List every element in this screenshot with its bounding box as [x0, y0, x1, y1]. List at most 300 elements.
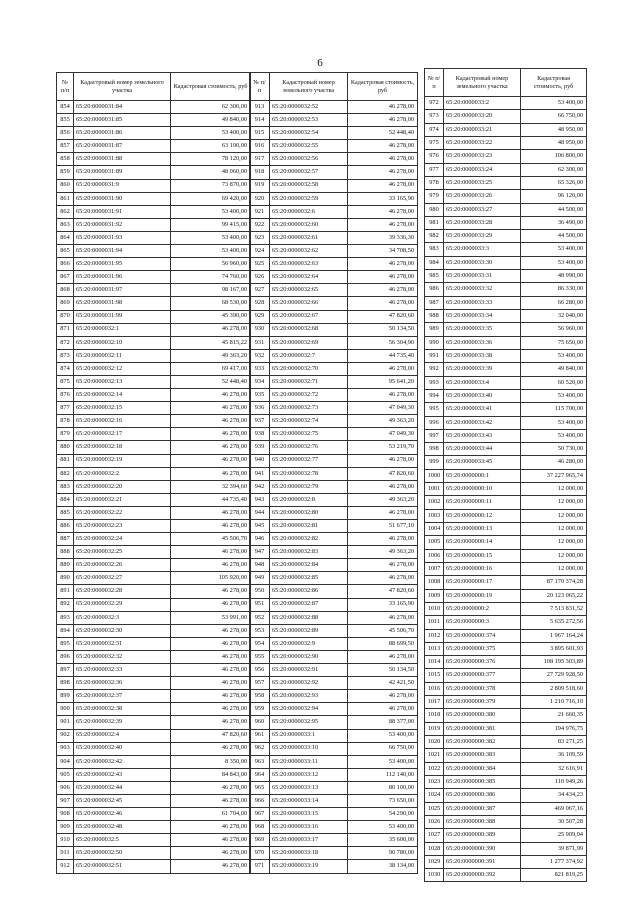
- table-row: [57, 467, 251, 480]
- cadastral-value: 108 195 303,89: [521, 656, 587, 669]
- cadastral-value: 53 400,00: [521, 97, 587, 110]
- row-number: 911: [57, 847, 74, 860]
- row-number: 1025: [425, 802, 444, 815]
- cadastral-number: 65:20:0000033:21: [444, 123, 521, 136]
- table-row: [250, 166, 418, 179]
- row-number: 872: [57, 336, 74, 349]
- cadastral-number: 65:20:0000032:69: [270, 336, 348, 349]
- cadastral-value: 27 729 928,50: [521, 669, 587, 682]
- cadastral-number: 65:20:0000032:46: [74, 808, 171, 821]
- row-number: 994: [425, 389, 444, 402]
- cadastral-value: 46 278,00: [171, 794, 251, 807]
- table-row: [250, 218, 418, 231]
- cadastral-number: 65:20:0000032:86: [270, 585, 348, 598]
- row-number: 893: [57, 611, 74, 624]
- cadastral-value: 44 735,40: [171, 493, 251, 506]
- table-row: [250, 192, 418, 205]
- cadastral-value: 46 278,00: [171, 703, 251, 716]
- row-number: 906: [57, 781, 74, 794]
- row-number: 914: [250, 114, 270, 127]
- table-row: [57, 362, 251, 375]
- row-number: 919: [250, 179, 270, 192]
- cadastral-number: 65:20:0000031:90: [74, 192, 171, 205]
- row-number: 953: [250, 624, 270, 637]
- header-cadastral-number: Кадастровый номер земельного участка: [444, 69, 521, 97]
- table-row: [57, 768, 251, 781]
- cadastral-number: 65:20:0000033:33: [444, 296, 521, 309]
- cadastral-number: 65:20:0000031:89: [74, 166, 171, 179]
- cadastral-value: 32 616,91: [521, 762, 587, 775]
- cadastral-number: 65:20:0000032:57: [270, 166, 348, 179]
- row-number: 920: [250, 192, 270, 205]
- cadastral-value: 95 641,20: [348, 375, 418, 388]
- cadastral-value: 48 950,00: [521, 136, 587, 149]
- cadastral-value: 46 278,00: [171, 467, 251, 480]
- cadastral-value: 46 278,00: [171, 650, 251, 663]
- table-row: [250, 768, 418, 781]
- row-number: 1018: [425, 709, 444, 722]
- row-number: 913: [250, 101, 270, 114]
- cadastral-value: 194 976,75: [521, 722, 587, 735]
- row-number: 983: [425, 243, 444, 256]
- table-row: [250, 860, 418, 873]
- row-number: 910: [57, 834, 74, 847]
- row-number: 868: [57, 284, 74, 297]
- cadastral-value: 36 109,59: [521, 749, 587, 762]
- cadastral-value: 53 400,00: [171, 231, 251, 244]
- cadastral-value: 2 809 518,60: [521, 682, 587, 695]
- cadastral-number: 65:20:0000032:31: [74, 637, 171, 650]
- table-row: [57, 336, 251, 349]
- row-number: 875: [57, 375, 74, 388]
- row-number: 1000: [425, 469, 444, 482]
- cadastral-value: 62 300,00: [521, 163, 587, 176]
- cadastral-value: 73 650,00: [348, 794, 418, 807]
- table-row: [57, 860, 251, 873]
- table-row: [425, 456, 587, 469]
- cadastral-value: 46 278,00: [171, 598, 251, 611]
- table-row: [425, 136, 587, 149]
- row-number: 960: [250, 716, 270, 729]
- row-number: 948: [250, 559, 270, 572]
- table-row: [250, 271, 418, 284]
- cadastral-number: 65:20:0000032:53: [270, 114, 348, 127]
- table-row: [425, 589, 587, 602]
- cadastral-number: 65:20:0000031:94: [74, 245, 171, 258]
- cadastral-value: 47 049,30: [348, 402, 418, 415]
- row-number: 1012: [425, 629, 444, 642]
- row-number: 988: [425, 310, 444, 323]
- row-number: 930: [250, 323, 270, 336]
- table-row: [425, 310, 587, 323]
- cadastral-number: 65:20:0000031:85: [74, 114, 171, 127]
- cadastral-number: 65:20:0000031:86: [74, 127, 171, 140]
- cadastral-number: 65:20:0000032:62: [270, 245, 348, 258]
- row-number: 986: [425, 283, 444, 296]
- row-number: 1005: [425, 536, 444, 549]
- row-number: 1007: [425, 562, 444, 575]
- cadastral-value: 1 277 374,92: [521, 855, 587, 868]
- table-row: [250, 480, 418, 493]
- cadastral-value: 46 278,00: [348, 284, 418, 297]
- cadastral-number: 65:20:0000032:73: [270, 402, 348, 415]
- table-row: [250, 245, 418, 258]
- cadastral-value: 98 167,00: [171, 284, 251, 297]
- cadastral-number: 65:20:0000032:89: [270, 624, 348, 637]
- table-row: [425, 296, 587, 309]
- table-row: [57, 664, 251, 677]
- table-row: [425, 775, 587, 788]
- row-number: 996: [425, 416, 444, 429]
- row-number: 862: [57, 205, 74, 218]
- cadastral-value: 5 635 272,56: [521, 616, 587, 629]
- row-number: 1013: [425, 642, 444, 655]
- row-number: 962: [250, 742, 270, 755]
- table-row: [425, 363, 587, 376]
- cadastral-value: 46 278,00: [348, 650, 418, 663]
- row-number: 984: [425, 256, 444, 269]
- table-row: [425, 283, 587, 296]
- table-row: [250, 729, 418, 742]
- table-row: [425, 629, 587, 642]
- table-row: [425, 696, 587, 709]
- table-row: [57, 349, 251, 362]
- table-row: [250, 834, 418, 847]
- table-row: [250, 742, 418, 755]
- row-number: 968: [250, 821, 270, 834]
- table-row: [250, 114, 418, 127]
- table-row: [57, 546, 251, 559]
- table-row: [250, 375, 418, 388]
- cadastral-number: 65:20:0000031:92: [74, 218, 171, 231]
- row-number: 869: [57, 297, 74, 310]
- cadastral-number: 65:20:0000032:11: [74, 349, 171, 362]
- cadastral-value: 46 278,00: [171, 781, 251, 794]
- table-row: [250, 297, 418, 310]
- table-row: [250, 520, 418, 533]
- cadastral-value: 46 278,00: [348, 166, 418, 179]
- table-row: [250, 428, 418, 441]
- row-number: 947: [250, 546, 270, 559]
- table-row: [57, 310, 251, 323]
- table-row: [57, 742, 251, 755]
- cadastral-number: 65:20:0000000:387: [444, 802, 521, 815]
- cadastral-number: 65:20:0000032:59: [270, 192, 348, 205]
- table-row: [250, 781, 418, 794]
- table-row: [425, 230, 587, 243]
- cadastral-number: 65:20:0000032:52: [270, 101, 348, 114]
- cadastral-value: 56 304,90: [348, 336, 418, 349]
- cadastral-number: 65:20:0000032:29: [74, 598, 171, 611]
- cadastral-number: 65:20:0000032:2: [74, 467, 171, 480]
- header-cadastral-number: Кадастровый номер земельного участка: [270, 73, 348, 101]
- row-number: 966: [250, 794, 270, 807]
- cadastral-value: 469 067,16: [521, 802, 587, 815]
- cadastral-value: 46 278,00: [348, 690, 418, 703]
- cadastral-number: 65:20:0000000:388: [444, 815, 521, 828]
- cadastral-value: 7 513 831,52: [521, 602, 587, 615]
- row-number: 861: [57, 192, 74, 205]
- table-row: [250, 389, 418, 402]
- row-number: 959: [250, 703, 270, 716]
- cadastral-value: 46 278,00: [348, 559, 418, 572]
- table-row: [57, 258, 251, 271]
- table-row: [425, 815, 587, 828]
- cadastral-number: 65:20:0000033:16: [270, 821, 348, 834]
- row-number: 876: [57, 389, 74, 402]
- cadastral-number: 65:20:0000033:2: [444, 97, 521, 110]
- cadastral-number: 65:20:0000032:61: [270, 231, 348, 244]
- cadastral-value: 99 415,00: [171, 218, 251, 231]
- cadastral-value: 75 650,00: [521, 336, 587, 349]
- row-number: 950: [250, 585, 270, 598]
- row-number: 998: [425, 443, 444, 456]
- cadastral-value: 46 278,00: [171, 847, 251, 860]
- cadastral-value: 46 278,00: [171, 637, 251, 650]
- row-number: 881: [57, 454, 74, 467]
- cadastral-value: 34 434,23: [521, 789, 587, 802]
- cadastral-value: 46 280,00: [521, 456, 587, 469]
- row-number: 887: [57, 533, 74, 546]
- header-cadastral-value: Кадастровая стоимость, руб: [521, 69, 587, 97]
- cadastral-number: 65:20:0000000:13: [444, 523, 521, 536]
- table-row: [57, 794, 251, 807]
- row-number: 1004: [425, 523, 444, 536]
- row-number: 1008: [425, 576, 444, 589]
- row-number: 954: [250, 637, 270, 650]
- cadastral-value: 37 227 965,74: [521, 469, 587, 482]
- row-number: 902: [57, 729, 74, 742]
- table-row: [250, 402, 418, 415]
- cadastral-number: 65:20:0000000:1: [444, 469, 521, 482]
- cadastral-value: 46 278,00: [348, 101, 418, 114]
- row-number: 895: [57, 637, 74, 650]
- cadastral-number: 65:20:0000032:81: [270, 520, 348, 533]
- table-row: [425, 416, 587, 429]
- table-row: [425, 536, 587, 549]
- row-number: 888: [57, 546, 74, 559]
- row-number: 886: [57, 520, 74, 533]
- table-row: [250, 611, 418, 624]
- cadastral-number: 65:20:0000032:82: [270, 533, 348, 546]
- table-row: [57, 650, 251, 663]
- cadastral-value: 46 278,00: [171, 546, 251, 559]
- row-number: 942: [250, 480, 270, 493]
- cadastral-value: 1 967 164,24: [521, 629, 587, 642]
- cadastral-value: 53 400,00: [521, 349, 587, 362]
- cadastral-number: 65:20:0000032:79: [270, 480, 348, 493]
- cadastral-value: 46 278,00: [171, 415, 251, 428]
- cadastral-value: 46 278,00: [171, 677, 251, 690]
- row-number: 976: [425, 150, 444, 163]
- row-number: 1023: [425, 775, 444, 788]
- row-number: 854: [57, 101, 74, 114]
- cadastral-number: 65:20:0000000:19: [444, 589, 521, 602]
- cadastral-number: 65:20:0000032:36: [74, 677, 171, 690]
- cadastral-value: 87 170 374,28: [521, 576, 587, 589]
- row-number: 990: [425, 336, 444, 349]
- cadastral-value: 53 400,00: [171, 127, 251, 140]
- cadastral-number: 65:20:0000031:96: [74, 271, 171, 284]
- row-number: 951: [250, 598, 270, 611]
- cadastral-number: 65:20:0000032:56: [270, 153, 348, 166]
- cadastral-value: 46 278,00: [171, 323, 251, 336]
- table-row: [250, 362, 418, 375]
- cadastral-number: 65:20:0000032:84: [270, 559, 348, 572]
- table-row: [57, 441, 251, 454]
- row-number: 925: [250, 258, 270, 271]
- cadastral-number: 65:20:0000032:19: [74, 454, 171, 467]
- table-row: [250, 140, 418, 153]
- cadastral-value: 46 278,00: [348, 480, 418, 493]
- row-number: 877: [57, 402, 74, 415]
- cadastral-number: 65:20:0000032:50: [74, 847, 171, 860]
- row-number: 905: [57, 768, 74, 781]
- cadastral-number: 65:20:0000032:30: [74, 624, 171, 637]
- cadastral-number: 65:20:0000032:85: [270, 572, 348, 585]
- row-number: 892: [57, 598, 74, 611]
- cadastral-number: 65:20:0000033:31: [444, 270, 521, 283]
- row-number: 915: [250, 127, 270, 140]
- header-num: № п/п: [57, 73, 74, 101]
- cadastral-number: 65:20:0000031:93: [74, 231, 171, 244]
- cadastral-number: 65:20:0000033:25: [444, 176, 521, 189]
- row-number: 941: [250, 467, 270, 480]
- cadastral-value: 46 278,00: [171, 860, 251, 873]
- cadastral-value: 46 278,00: [348, 271, 418, 284]
- cadastral-number: 65:20:0000032:10: [74, 336, 171, 349]
- row-number: 993: [425, 376, 444, 389]
- cadastral-number: 65:20:0000033:14: [270, 794, 348, 807]
- row-number: 873: [57, 349, 74, 362]
- cadastral-value: 84 843,00: [171, 768, 251, 781]
- cadastral-number: 65:20:0000032:72: [270, 389, 348, 402]
- table-row: [57, 637, 251, 650]
- cadastral-value: 110 949,26: [521, 775, 587, 788]
- cadastral-number: 65:20:0000032:71: [270, 375, 348, 388]
- cadastral-value: 56 960,00: [171, 258, 251, 271]
- table-row: [425, 736, 587, 749]
- cadastral-number: 65:20:0000032:32: [74, 650, 171, 663]
- row-number: 1020: [425, 736, 444, 749]
- cadastral-value: 73 870,00: [171, 179, 251, 192]
- table-row: [57, 821, 251, 834]
- cadastral-value: 68 530,00: [171, 297, 251, 310]
- cadastral-value: 47 820,60: [348, 467, 418, 480]
- row-number: 885: [57, 506, 74, 519]
- cadastral-number: 65:20:0000033:11: [270, 755, 348, 768]
- cadastral-number: 65:20:0000032:38: [74, 703, 171, 716]
- cadastral-number: 65:20:0000032:39: [74, 716, 171, 729]
- row-number: 970: [250, 847, 270, 860]
- table-row: [425, 443, 587, 456]
- table-row: [425, 523, 587, 536]
- cadastral-number: 65:20:0000031:9: [74, 179, 171, 192]
- table-row: [425, 855, 587, 868]
- table-row: [425, 389, 587, 402]
- table-row: [57, 166, 251, 179]
- cadastral-value: 34 708,50: [348, 245, 418, 258]
- table-row: [425, 336, 587, 349]
- table-row: [250, 454, 418, 467]
- table-row: [425, 749, 587, 762]
- cadastral-value: 46 278,00: [348, 140, 418, 153]
- row-number: 891: [57, 585, 74, 598]
- table-row: [425, 722, 587, 735]
- row-number: 974: [425, 123, 444, 136]
- cadastral-value: 12 000,00: [521, 549, 587, 562]
- table-row: [57, 284, 251, 297]
- row-number: 964: [250, 768, 270, 781]
- cadastral-number: 65:20:0000033:18: [270, 847, 348, 860]
- cadastral-number: 65:20:0000032:92: [270, 677, 348, 690]
- table-row: [57, 323, 251, 336]
- cadastral-value: 46 278,00: [171, 690, 251, 703]
- row-number: 866: [57, 258, 74, 271]
- row-number: 977: [425, 163, 444, 176]
- cadastral-number: 65:20:0000000:383: [444, 749, 521, 762]
- table-row: [57, 559, 251, 572]
- row-number: 921: [250, 205, 270, 218]
- cadastral-value: 46 278,00: [348, 297, 418, 310]
- row-number: 1028: [425, 842, 444, 855]
- cadastral-value: 44 735,40: [348, 349, 418, 362]
- cadastral-value: 69 417,00: [171, 362, 251, 375]
- table-row: [250, 153, 418, 166]
- header-cadastral-value: Кадастровая стоимость, руб: [171, 73, 251, 101]
- cadastral-value: 42 421,50: [348, 677, 418, 690]
- table-row: [250, 284, 418, 297]
- row-number: 995: [425, 403, 444, 416]
- cadastral-value: 86 330,00: [521, 283, 587, 296]
- cadastral-number: 65:20:0000032:6: [270, 205, 348, 218]
- table-row: [250, 546, 418, 559]
- cadastral-number: 65:20:0000032:66: [270, 297, 348, 310]
- cadastral-value: 46 278,00: [171, 585, 251, 598]
- cadastral-value: 33 165,90: [348, 598, 418, 611]
- table-row: [425, 616, 587, 629]
- table-row: [250, 467, 418, 480]
- cadastral-number: 65:20:0000032:70: [270, 362, 348, 375]
- cadastral-value: 53 400,00: [348, 821, 418, 834]
- table-row: [250, 690, 418, 703]
- row-number: 1010: [425, 602, 444, 615]
- cadastral-number: 65:20:0000033:15: [270, 808, 348, 821]
- cadastral-number: 65:20:0000032:26: [74, 559, 171, 572]
- table-row: [425, 642, 587, 655]
- row-number: 946: [250, 533, 270, 546]
- cadastral-number: 65:20:0000032:18: [74, 441, 171, 454]
- cadastral-value: 90 780,00: [348, 847, 418, 860]
- cadastral-number: 65:20:0000033:32: [444, 283, 521, 296]
- header-num: № п/п: [250, 73, 270, 101]
- cadastral-value: 46 278,00: [171, 389, 251, 402]
- cadastral-value: 53 400,00: [521, 243, 587, 256]
- cadastral-number: 65:20:0000000:16: [444, 562, 521, 575]
- cadastral-value: 821 819,25: [521, 869, 587, 882]
- row-number: 889: [57, 559, 74, 572]
- cadastral-number: 65:20:0000000:10: [444, 483, 521, 496]
- cadastral-value: 44 500,00: [521, 203, 587, 216]
- cadastral-number: 65:20:0000032:93: [270, 690, 348, 703]
- table-row: [425, 842, 587, 855]
- row-number: 973: [425, 110, 444, 123]
- cadastral-number: 65:20:0000000:379: [444, 696, 521, 709]
- cadastral-number: 65:20:0000031:99: [74, 310, 171, 323]
- cadastral-number: 65:20:0000033:1: [270, 729, 348, 742]
- table-row: [425, 403, 587, 416]
- row-number: 924: [250, 245, 270, 258]
